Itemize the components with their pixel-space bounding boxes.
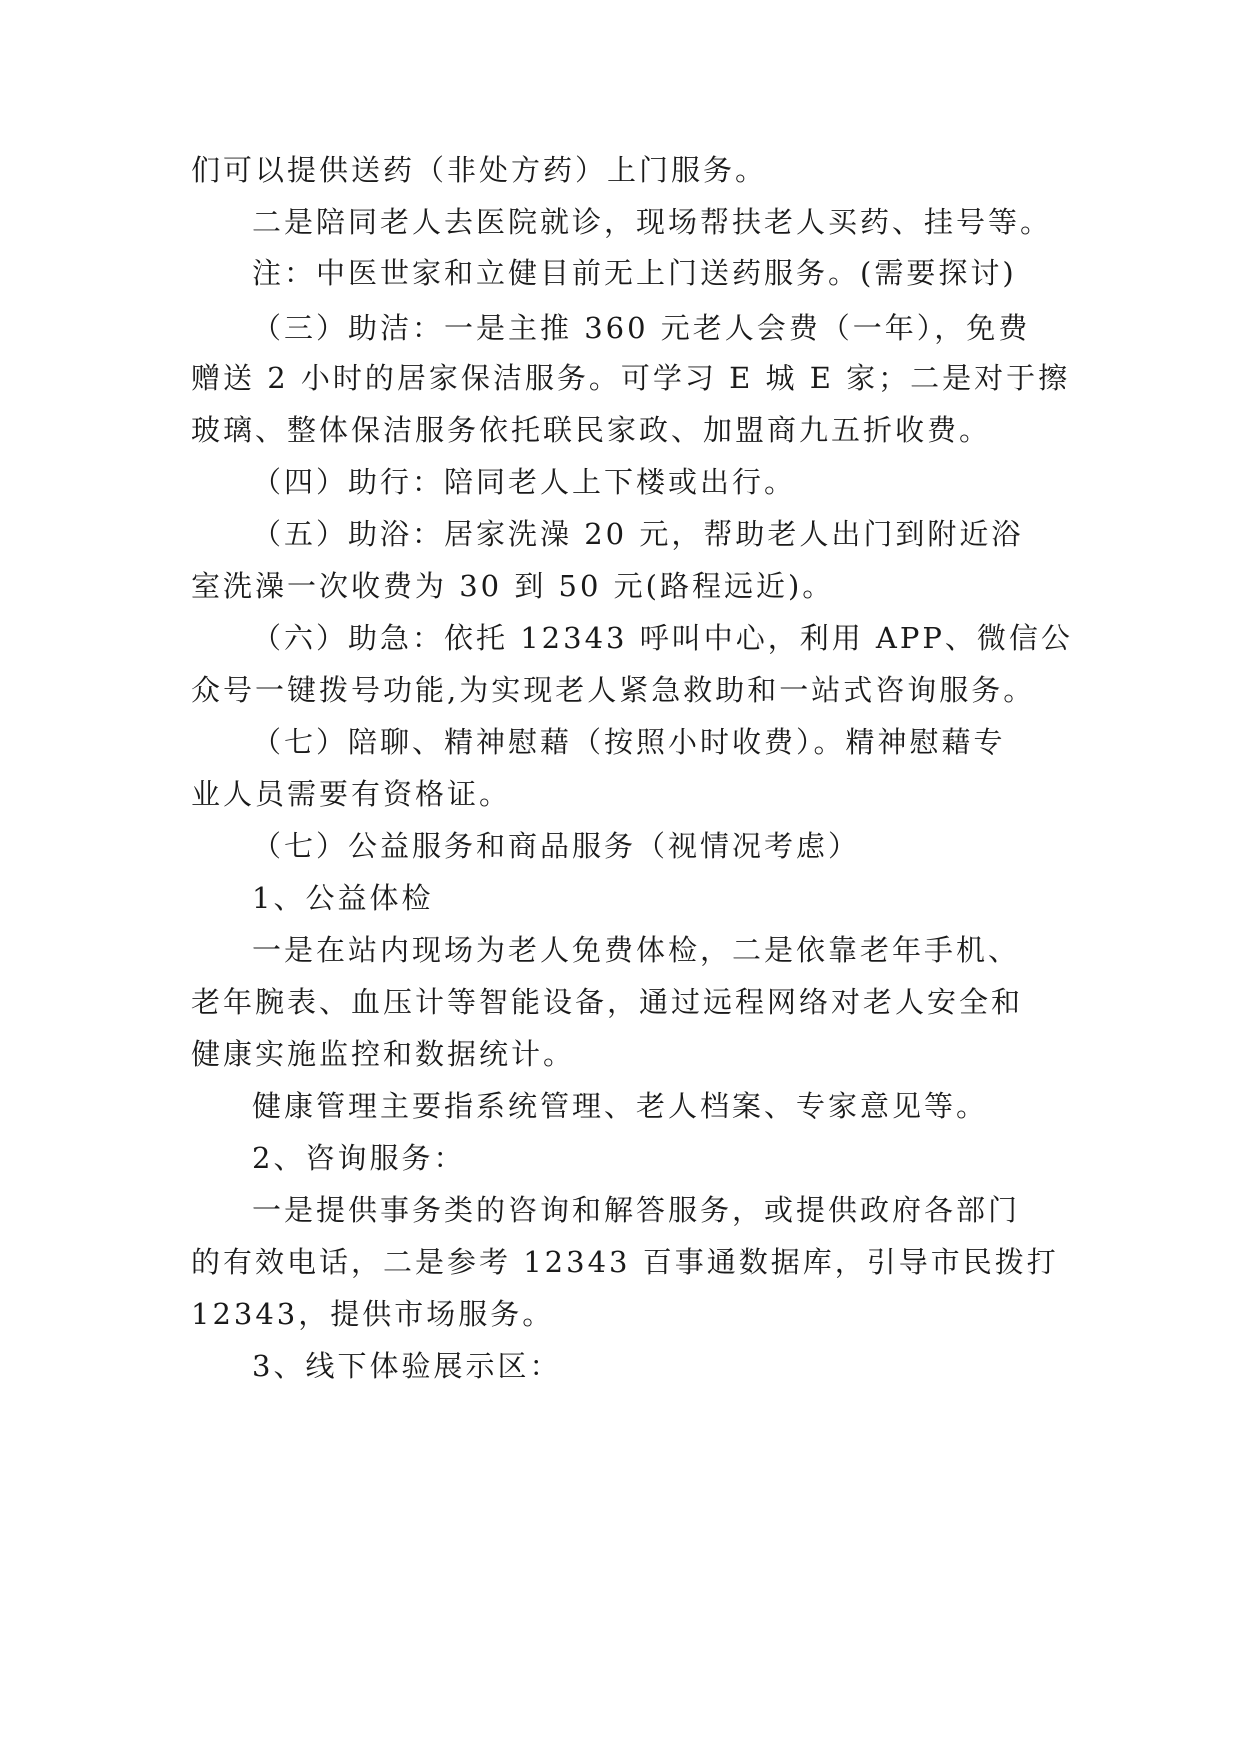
paragraph-line: 众号一键拨号功能,为实现老人紧急救助和一站式咨询服务。 <box>191 673 1036 707</box>
paragraph-line: 们可以提供送药（非处方药）上门服务。 <box>191 153 768 187</box>
paragraph-line: 的有效电话，二是参考 12343 百事通数据库，引导市民拨打 <box>191 1245 1059 1279</box>
paragraph-line: 一是提供事务类的咨询和解答服务，或提供政府各部门 <box>252 1193 1021 1227</box>
paragraph-line: 老年腕表、血压计等智能设备，通过远程网络对老人安全和 <box>191 985 1024 1019</box>
paragraph-line: （四）助行：陪同老人上下楼或出行。 <box>252 465 797 499</box>
paragraph-line: 一是在站内现场为老人免费体检，二是依靠老年手机、 <box>252 933 1021 967</box>
paragraph-line: 赠送 2 小时的居家保洁服务。可学习 E 城 E 家；二是对于擦 <box>191 361 1071 395</box>
paragraph-line: （七）陪聊、精神慰藉（按照小时收费）。精神慰藉专 <box>252 725 1006 759</box>
subsection-heading: 2、咨询服务： <box>252 1141 466 1175</box>
paragraph-line: 玻璃、整体保洁服务依托联民家政、加盟商九五折收费。 <box>191 413 992 447</box>
subsection-heading: 3、线下体验展示区： <box>252 1349 562 1383</box>
paragraph-line: 12343，提供市场服务。 <box>191 1297 555 1331</box>
subsection-heading: 1、公益体检 <box>252 881 434 915</box>
paragraph-line: （六）助急：依托 12343 呼叫中心，利用 APP、微信公 <box>252 621 1073 655</box>
paragraph-line: 健康管理主要指系统管理、老人档案、专家意见等。 <box>252 1089 989 1123</box>
paragraph-line: 二是陪同老人去医院就诊，现场帮扶老人买药、挂号等。 <box>252 205 1053 239</box>
paragraph-line: （三）助洁：一是主推 360 元老人会费（一年），免费 <box>252 311 1031 345</box>
section-heading: （七）公益服务和商品服务（视情况考虑） <box>252 829 861 863</box>
paragraph-line: 业人员需要有资格证。 <box>191 777 512 811</box>
paragraph-line: 室洗澡一次收费为 30 到 50 元(路程远近)。 <box>191 569 835 603</box>
paragraph-line: （五）助浴：居家洗澡 20 元，帮助老人出门到附近浴 <box>252 517 1024 551</box>
paragraph-line: 健康实施监控和数据统计。 <box>191 1037 576 1071</box>
paragraph-line: 注：中医世家和立健目前无上门送药服务。(需要探讨) <box>252 256 1017 290</box>
